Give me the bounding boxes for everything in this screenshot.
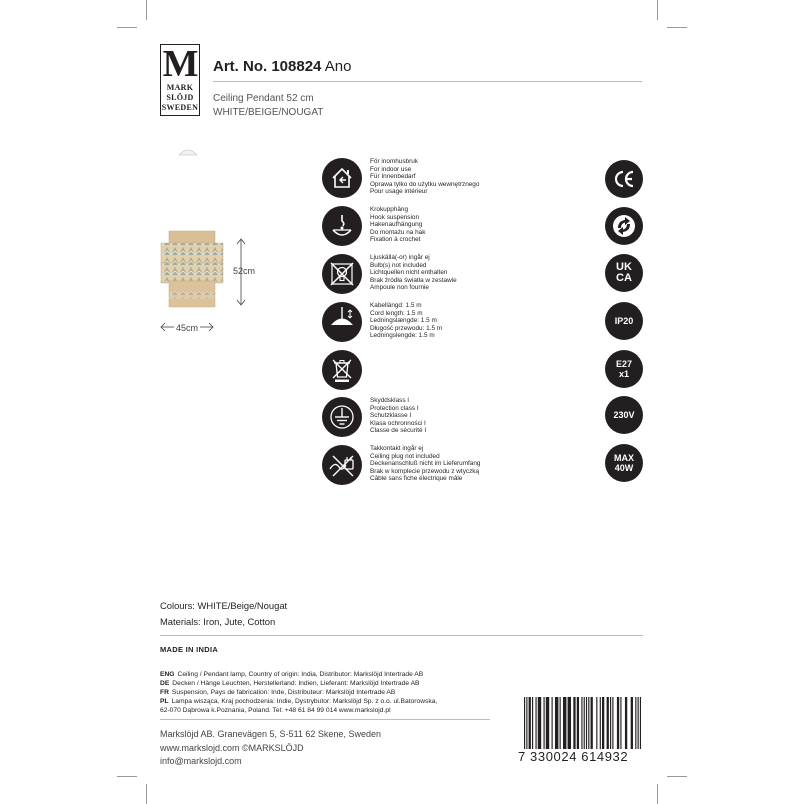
legal-text: Lampa wisząca, Kraj pochodzenia: Indie, Dystrybutor: Markslöjd Sp. z o.o. ul.Batorowska, bbox=[171, 698, 438, 705]
badge-line: IP20 bbox=[614, 316, 634, 326]
legal-line-pl-cont: 62-070 Dąbrowa k.Poznania, Poland. Tel: +48 61 84 99 014 www.markslojd.pl bbox=[160, 707, 391, 714]
info-line: Cord length: 1.5 m bbox=[370, 309, 423, 317]
info-line: Kabellängd: 1.5 m bbox=[370, 302, 422, 309]
info-line: Brak źródła światła w zestawie bbox=[370, 276, 457, 284]
info-text bbox=[370, 158, 479, 196]
barcode-bar bbox=[524, 697, 525, 749]
barcode-bar bbox=[631, 697, 633, 749]
barcode-bar bbox=[638, 697, 639, 749]
info-line: Brak w komplecie przewodu z wtyczką bbox=[370, 467, 480, 475]
info-row-hook bbox=[322, 206, 582, 248]
info-line: Für Innenbedarf bbox=[370, 173, 416, 181]
barcode-bar bbox=[555, 697, 558, 749]
made-in-text: MADE IN INDIA bbox=[160, 645, 219, 654]
company-address bbox=[160, 728, 381, 769]
legal-line-eng bbox=[160, 670, 490, 679]
indoor-house-icon bbox=[322, 158, 362, 198]
barcode-bar bbox=[620, 697, 621, 749]
info-text bbox=[370, 254, 457, 292]
info-text bbox=[370, 397, 426, 435]
info-line: For indoor use bbox=[370, 165, 412, 173]
info-row-indoor bbox=[322, 158, 582, 200]
address-divider bbox=[160, 719, 490, 720]
article-label: Art. No. bbox=[213, 58, 268, 75]
legal-text: Suspension, Pays de fabrication: Inde, Distributeur: Markslöjd Intertrade AB bbox=[171, 689, 396, 696]
info-line: Ljuskälla(-or) ingår ej bbox=[370, 254, 430, 261]
ukca-mark-icon bbox=[605, 254, 643, 292]
info-line: Skyddsklass I bbox=[370, 397, 410, 404]
info-line: Hakenaufhängung bbox=[370, 221, 423, 229]
crop-mark bbox=[117, 776, 137, 777]
barcode-bar bbox=[552, 697, 553, 749]
info-text bbox=[370, 302, 442, 340]
barcode-bar bbox=[640, 697, 641, 749]
legal-text: Ceiling / Pendant lamp, Country of origin: India, Distributor: Markslöjd Intertrade AB bbox=[177, 671, 424, 678]
info-row-cord bbox=[322, 302, 582, 344]
country-code: ENG bbox=[160, 671, 175, 678]
crop-mark bbox=[117, 27, 137, 28]
logo-line: MARK bbox=[166, 83, 194, 92]
article-heading bbox=[213, 58, 351, 75]
barcode-bar bbox=[529, 697, 531, 749]
info-line: Do montażu na hak bbox=[370, 228, 426, 236]
info-line: För inomhusbruk bbox=[370, 158, 418, 165]
info-line: Ampoule non fournie bbox=[370, 284, 429, 292]
badge-line: x1 bbox=[618, 369, 629, 379]
crop-mark bbox=[146, 0, 147, 20]
info-line: Długość przewodu: 1.5 m bbox=[370, 324, 443, 332]
website-link[interactable]: www.markslojd.com ©MARKSLÖJD bbox=[160, 742, 304, 753]
info-line: Classe de sécurité I bbox=[370, 427, 427, 435]
recycle-icon bbox=[605, 207, 643, 245]
crop-mark bbox=[667, 776, 687, 777]
materials-text: Materials: Iron, Jute, Cotton bbox=[160, 616, 276, 627]
article-number: 108824 bbox=[271, 58, 322, 75]
badge-line: CA bbox=[616, 272, 632, 284]
badge-line: 40W bbox=[614, 463, 634, 473]
country-code: DE bbox=[160, 680, 170, 687]
info-line: Bulb(s) not included bbox=[370, 261, 427, 269]
ip-rating-badge bbox=[605, 302, 643, 340]
legal-text: Decken / Hänge Leuchten, Herstellerland: Indien, Lieferant: Markslöjd Intertrade AB bbox=[172, 680, 420, 687]
header-divider bbox=[213, 81, 642, 82]
legal-line-pl bbox=[160, 697, 490, 706]
crop-mark bbox=[667, 27, 687, 28]
no-bulb-icon bbox=[322, 254, 362, 294]
barcode-bar bbox=[612, 697, 613, 749]
product-name: Ano bbox=[324, 58, 352, 75]
hook-suspension-icon bbox=[322, 206, 362, 246]
barcode-bar bbox=[526, 697, 527, 749]
barcode-bar bbox=[584, 697, 585, 749]
country-code: FR bbox=[160, 689, 169, 696]
info-line: Deckenanschluß nicht im Lieferumfang bbox=[370, 460, 481, 468]
barcode-bar bbox=[568, 697, 571, 749]
specs-divider bbox=[160, 635, 643, 636]
info-row-bulb bbox=[322, 254, 582, 296]
info-line: Fixation à crochet bbox=[370, 236, 421, 244]
info-row-plug bbox=[322, 445, 582, 487]
voltage-badge bbox=[605, 396, 643, 434]
barcode-bar bbox=[560, 697, 561, 749]
crop-mark bbox=[657, 0, 658, 20]
barcode-bar bbox=[581, 697, 582, 749]
barcode-bar bbox=[577, 697, 579, 749]
width-arrow-right bbox=[200, 322, 214, 332]
barcode-bar bbox=[544, 697, 545, 749]
info-line: Ceiling plug not included bbox=[370, 452, 440, 460]
info-row-weee bbox=[322, 350, 582, 392]
legal-line-de bbox=[160, 679, 490, 688]
barcode-bar bbox=[625, 697, 627, 749]
info-line: Pour usage intérieur bbox=[370, 188, 428, 196]
info-line: Klasa ochronności I bbox=[370, 419, 426, 427]
barcode-bar bbox=[563, 697, 566, 749]
info-line: Krokupphäng bbox=[370, 206, 409, 213]
info-line: Protection class I bbox=[370, 404, 419, 412]
product-subtitle bbox=[213, 92, 323, 120]
email-link[interactable]: info@markslojd.com bbox=[160, 756, 242, 766]
info-line: Lichtquellen nicht enthalten bbox=[370, 269, 448, 277]
crop-mark bbox=[146, 784, 147, 804]
address-line: Markslöjd AB. Granevägen 5, S-511 62 Skene, Sweden bbox=[160, 729, 381, 739]
barcode-bar bbox=[607, 697, 609, 749]
badge-line: UK bbox=[616, 261, 632, 273]
country-code: PL bbox=[160, 698, 169, 705]
barcode-bar bbox=[546, 697, 549, 749]
logo-line: SWEDEN bbox=[161, 103, 199, 112]
barcode-bar bbox=[538, 697, 541, 749]
legal-block bbox=[160, 670, 490, 715]
barcode-bar bbox=[610, 697, 611, 749]
badge-line: E27 bbox=[615, 359, 632, 369]
barcode-bar bbox=[596, 697, 597, 749]
weee-bin-icon bbox=[322, 350, 362, 390]
barcode-bar bbox=[591, 697, 593, 749]
badge-line: 230V bbox=[613, 410, 635, 420]
info-text bbox=[370, 445, 480, 483]
barcode-bar bbox=[635, 697, 636, 749]
info-line: Schutzklasse I bbox=[370, 412, 412, 420]
info-line: Oprawa tylko do użytku wewnętrznego bbox=[370, 180, 480, 188]
legal-line-fr bbox=[160, 688, 490, 697]
barcode-bar bbox=[532, 697, 533, 749]
badge-line: MAX bbox=[614, 453, 634, 463]
product-colours-caps: WHITE/BEIGE/NOUGAT bbox=[213, 107, 324, 118]
logo-letter: M bbox=[162, 43, 198, 85]
width-label: 45cm bbox=[176, 323, 199, 333]
ce-mark-icon bbox=[605, 160, 643, 198]
barcode-bar bbox=[586, 697, 587, 749]
product-illustration bbox=[155, 145, 235, 345]
cord-length-icon bbox=[322, 302, 362, 342]
ceiling-canopy bbox=[179, 150, 197, 155]
product-type: Ceiling Pendant 52 cm bbox=[213, 93, 314, 104]
barcode-number: 7 330024 614932 bbox=[518, 749, 629, 764]
info-line: Câble sans fiche électrique mâle bbox=[370, 475, 463, 483]
ean-barcode bbox=[524, 697, 641, 749]
info-line: Takkontakt ingår ej bbox=[370, 445, 424, 452]
barcode-bar bbox=[573, 697, 575, 749]
height-label: 52cm bbox=[233, 266, 256, 276]
protection-class-icon bbox=[322, 397, 362, 437]
crop-mark bbox=[657, 784, 658, 804]
info-line: Ledningslængde: 1.5 m bbox=[370, 317, 437, 325]
brand-logo bbox=[160, 44, 200, 116]
barcode-bar bbox=[600, 697, 601, 749]
logo-line: SLÖJD bbox=[166, 93, 194, 102]
max-wattage-badge bbox=[605, 444, 643, 482]
no-plug-icon bbox=[322, 445, 362, 485]
colours-text: Colours: WHITE/Beige/Nougat bbox=[160, 600, 288, 611]
info-line: Hook suspension bbox=[370, 213, 420, 221]
info-line: Ledningslengde: 1.5 m bbox=[370, 332, 435, 340]
socket-badge bbox=[605, 350, 643, 388]
barcode-bar bbox=[602, 697, 604, 749]
info-row-protection bbox=[322, 397, 582, 439]
info-text bbox=[370, 206, 425, 244]
barcode-bar bbox=[617, 697, 619, 749]
width-arrow-left bbox=[160, 322, 174, 332]
barcode-bar bbox=[588, 697, 589, 749]
barcode-bar bbox=[535, 697, 536, 749]
